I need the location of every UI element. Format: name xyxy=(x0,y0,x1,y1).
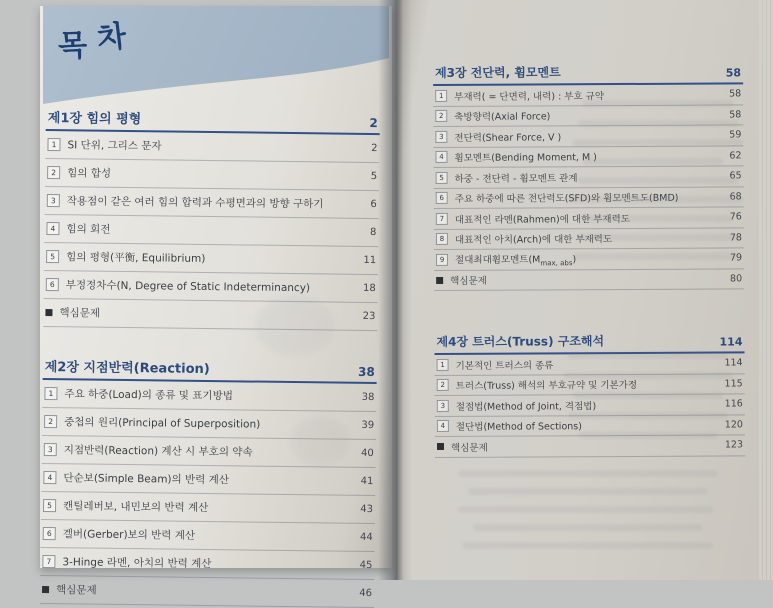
item-page-number: 120 xyxy=(724,419,743,431)
item-number-box: 5 xyxy=(46,250,59,263)
toc-item-row xyxy=(41,492,375,524)
item-label-text: 지점반력(Reaction) 계산 시 부호의 약속 xyxy=(63,444,253,459)
item-label xyxy=(66,221,363,240)
item-page-number: 80 xyxy=(730,273,743,285)
bleedthrough-ghost xyxy=(568,412,728,419)
item-number-box: 1 xyxy=(437,359,449,371)
item-number-box: 7 xyxy=(42,555,55,568)
page-title-char: 차 xyxy=(95,18,131,58)
chapter-title: 제2장 지점반력(Reaction) xyxy=(44,360,210,378)
chapter-block xyxy=(43,104,380,331)
item-page-number: 39 xyxy=(361,419,375,432)
summary-square-icon xyxy=(436,277,443,284)
item-label-text: 힘의 합성 xyxy=(67,167,112,180)
bleedthrough-ghost xyxy=(458,470,718,477)
right-page xyxy=(398,0,773,580)
item-label-text: 힘의 회전 xyxy=(66,223,111,236)
item-page-number: 5 xyxy=(370,170,378,183)
bleedthrough-ghost xyxy=(463,542,713,549)
item-number-box: 4 xyxy=(435,151,447,163)
item-number-box: 1 xyxy=(47,138,60,151)
chapter-header-row xyxy=(433,60,743,86)
page-title-char: 목 xyxy=(57,28,90,65)
item-label xyxy=(66,249,356,268)
item-label xyxy=(450,272,723,287)
item-label-text: 절점법(Method of Joint, 격점법) xyxy=(455,400,597,413)
bleedthrough-ghost xyxy=(578,120,738,127)
item-page-number: 6 xyxy=(370,198,377,211)
toc-summary-row xyxy=(40,576,374,608)
item-number-box: 4 xyxy=(437,420,449,432)
bleedthrough-ghost xyxy=(573,253,738,260)
item-page-number: 115 xyxy=(724,378,743,390)
bleedthrough-ghost xyxy=(578,234,738,241)
toc-summary-row xyxy=(434,269,744,291)
item-page-number: 79 xyxy=(729,252,743,264)
item-label xyxy=(456,418,718,433)
bleedthrough-ghost xyxy=(573,139,743,146)
bleedthrough-ghost xyxy=(578,177,738,184)
toc-item-row xyxy=(44,243,378,275)
bleedthrough-ghost xyxy=(573,392,723,399)
item-label-text: 핵심문제 xyxy=(450,442,488,454)
chapter-page-number: 58 xyxy=(725,66,742,80)
item-number-box: 3 xyxy=(47,194,60,207)
item-number-box: 6 xyxy=(43,527,56,540)
item-label-text: SI 단위, 그리스 문자 xyxy=(67,139,162,153)
item-page-number: 68 xyxy=(729,191,742,203)
item-number-box: 6 xyxy=(436,192,448,204)
toc-item-row xyxy=(41,520,375,552)
left-page xyxy=(40,6,392,600)
item-label-text: 대표적인 아치(Arch)에 대한 부재력도 xyxy=(454,234,613,247)
item-label-text: 핵심문제 xyxy=(59,307,101,320)
item-page-number: 38 xyxy=(361,391,375,404)
item-number-box: 7 xyxy=(436,213,448,225)
item-page-number: 78 xyxy=(729,232,742,244)
item-label-text: 작용점이 같은 여러 힘의 합력과 수평면과의 방향 구하기 xyxy=(66,195,324,211)
page-title xyxy=(57,18,131,65)
item-page-number: 2 xyxy=(371,142,378,155)
chapter-page-number: 2 xyxy=(369,115,378,131)
item-page-number: 41 xyxy=(360,475,374,488)
item-page-number: 58 xyxy=(729,88,742,100)
summary-square-icon xyxy=(437,443,444,450)
item-label-text: 주요 하중(Load)의 종류 및 표기방법 xyxy=(64,388,233,403)
item-label xyxy=(64,386,354,405)
item-label-text: 부재력( = 단면력, 내력) : 부호 규약 xyxy=(454,90,605,103)
summary-square-icon xyxy=(45,309,52,316)
item-label-text: 휨모멘트(Bending Moment, M ) xyxy=(454,152,597,165)
item-label-text: 트러스(Truss) 해석의 부호규약 및 기본가정 xyxy=(455,380,638,393)
item-label xyxy=(67,137,364,156)
item-label xyxy=(456,397,718,412)
bleedthrough-ghost xyxy=(583,215,733,222)
item-page-number: 123 xyxy=(724,439,744,451)
item-label-subscript: max, abs xyxy=(540,258,573,268)
left-page-content xyxy=(40,104,380,608)
toc-item-row xyxy=(45,131,379,163)
bleedthrough-ghost xyxy=(583,100,733,107)
chapter-title: 제3장 전단력, 휨모멘트 xyxy=(435,65,561,80)
item-label xyxy=(62,554,352,573)
item-number-box: 3 xyxy=(44,443,57,456)
item-page-number: 43 xyxy=(360,503,374,516)
item-label-text: 단순보(Simple Beam)의 반력 계산 xyxy=(63,472,230,487)
chapter-header-row xyxy=(43,353,377,384)
toc-item-row xyxy=(45,159,379,191)
bleedthrough-ghost xyxy=(290,416,350,466)
item-page-number: 23 xyxy=(362,310,376,323)
item-label-text: 캔틸레버보, 내민보의 반력 계산 xyxy=(63,500,209,515)
chapter-page-number: 38 xyxy=(357,364,375,380)
toc-item-row xyxy=(41,464,375,496)
item-number-box: 2 xyxy=(47,166,60,179)
toc-item-row xyxy=(40,548,374,580)
item-page-number: 45 xyxy=(359,559,373,572)
item-label xyxy=(456,377,718,392)
bleedthrough-ghost xyxy=(473,524,703,531)
toc-item-row xyxy=(44,215,378,247)
bleedthrough-ghost xyxy=(583,158,723,165)
item-label-text: 부정정차수(N, Degree of Static Indeterminancy) xyxy=(65,279,311,295)
item-number-box: 3 xyxy=(437,400,449,412)
toc-item-row xyxy=(44,271,378,303)
item-label-text: 3-Hinge 라멘, 아치의 반력 계산 xyxy=(62,556,212,571)
item-label xyxy=(451,438,718,453)
item-label-text: ) xyxy=(572,254,577,266)
item-page-number: 40 xyxy=(360,447,374,460)
item-label-text: 기본적인 트러스의 종류 xyxy=(455,360,554,372)
item-label-text: 하중 - 전단력 - 휨모멘트 관계 xyxy=(454,172,578,185)
item-label-text: 중첩의 원리(Principal of Superposition) xyxy=(64,416,261,431)
item-number-box: 4 xyxy=(46,222,59,235)
item-label-text: 전단력(Shear Force, V ) xyxy=(454,132,562,144)
item-page-number: 65 xyxy=(729,170,742,182)
toc-item-row xyxy=(42,380,376,412)
item-label-text: 축방향력(Axial Force) xyxy=(454,111,551,124)
bleedthrough-ghost xyxy=(255,296,335,356)
item-number-box: 1 xyxy=(435,90,447,102)
item-number-box: 8 xyxy=(436,233,448,245)
chapter-page-number: 114 xyxy=(719,335,743,349)
item-page-number: 8 xyxy=(370,226,377,239)
item-number-box: 1 xyxy=(44,387,57,400)
item-number-box: 2 xyxy=(44,415,57,428)
chapter-title: 제1장 힘의 평형 xyxy=(47,111,142,128)
item-page-number: 62 xyxy=(729,150,742,162)
item-number-box: 2 xyxy=(435,110,447,122)
item-number-box: 9 xyxy=(436,254,448,266)
item-number-box: 5 xyxy=(436,172,448,184)
item-page-number: 11 xyxy=(363,254,377,267)
item-number-box: 3 xyxy=(435,131,447,143)
item-label xyxy=(67,165,364,184)
item-page-number: 44 xyxy=(359,531,373,544)
item-label xyxy=(63,470,353,489)
item-label-text: 대표적인 라멘(Rahmen)에 대한 부재력도 xyxy=(454,213,630,226)
item-page-number: 114 xyxy=(724,357,743,369)
item-label xyxy=(67,193,364,212)
item-label-text: 핵심문제 xyxy=(450,275,487,288)
item-page-number: 59 xyxy=(729,129,742,141)
chapter-header-row xyxy=(46,104,380,135)
item-number-box: 5 xyxy=(43,499,56,512)
bleedthrough-ghost xyxy=(578,432,718,439)
item-page-number: 58 xyxy=(729,109,742,121)
chapter-title: 제4장 트러스(Truss) 구조해석 xyxy=(436,334,605,349)
item-number-box: 2 xyxy=(437,379,449,391)
bleedthrough-ghost xyxy=(568,352,728,359)
chapter-block xyxy=(40,353,377,608)
item-label xyxy=(63,498,353,517)
item-number-box: 6 xyxy=(46,278,59,291)
summary-square-icon xyxy=(42,586,49,593)
item-label xyxy=(63,526,353,545)
bleedthrough-ghost xyxy=(458,506,713,513)
item-label-text: 힘의 평형(平衡, Equilibrium) xyxy=(66,251,206,265)
item-page-number: 76 xyxy=(729,211,742,223)
bleedthrough-ghost xyxy=(568,196,743,203)
item-label xyxy=(56,582,352,601)
item-page-number: 116 xyxy=(724,398,743,410)
bleedthrough-ghost xyxy=(563,372,733,379)
bleedthrough-ghost xyxy=(468,488,708,495)
item-label-text: 겔버(Gerber)보의 반력 계산 xyxy=(62,528,196,542)
item-page-number: 18 xyxy=(362,282,376,295)
item-page-number: 46 xyxy=(359,587,373,600)
item-label-text: 주요 하중에 따른 전단력도(SFD)와 휨모멘트도(BMD) xyxy=(454,192,679,206)
item-label-text: 절단법(Method of Sections) xyxy=(455,421,582,434)
item-label xyxy=(66,277,356,296)
toc-item-row xyxy=(45,187,379,219)
item-label-text: 핵심문제 xyxy=(55,584,97,597)
item-number-box: 4 xyxy=(43,471,56,484)
item-label-text: 절대최대휨모멘트(M xyxy=(455,254,541,266)
